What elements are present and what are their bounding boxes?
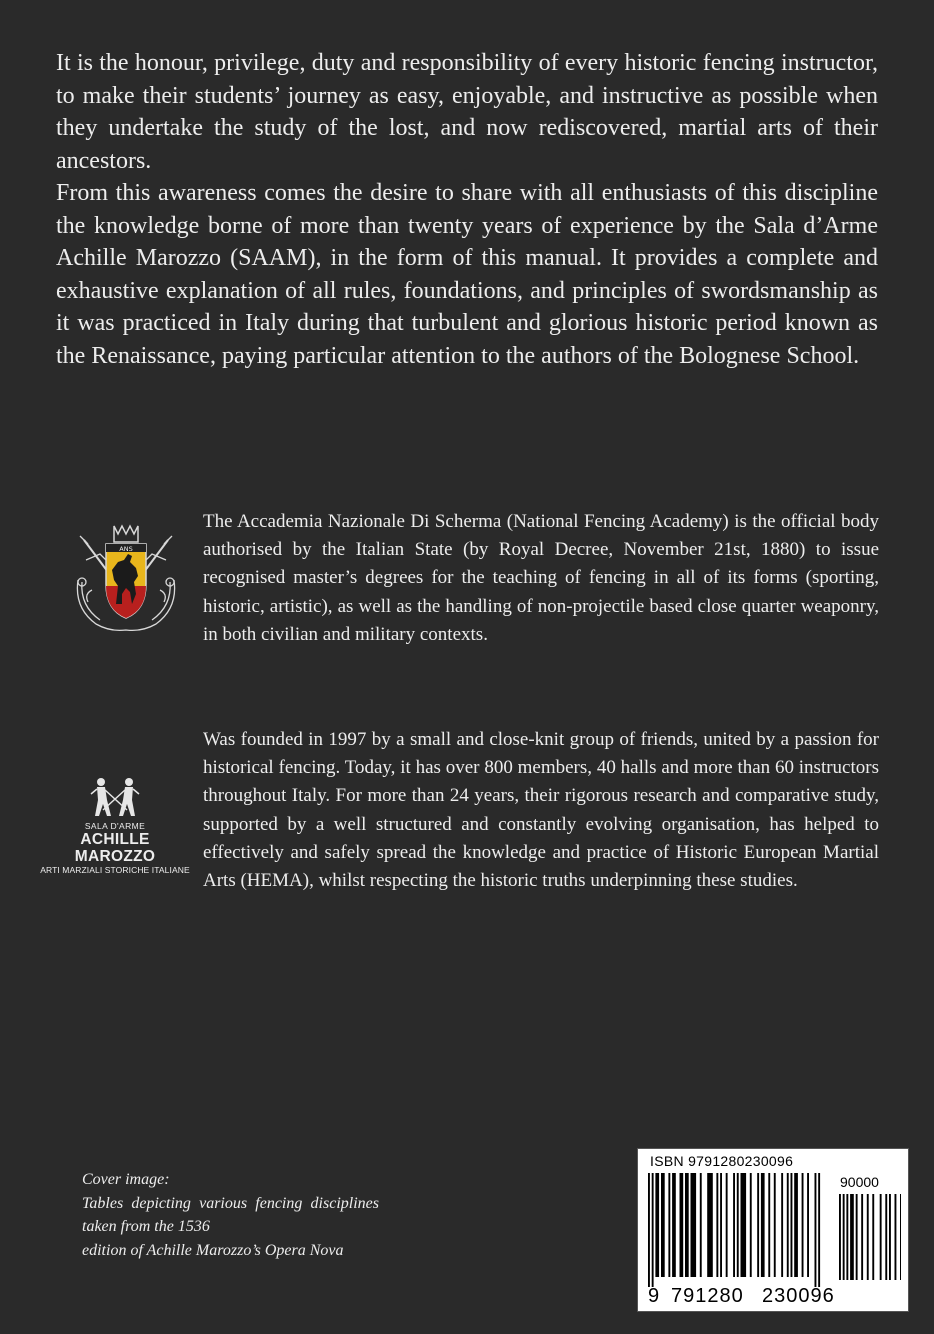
barcode-bar (880, 1194, 882, 1280)
barcode-bar (818, 1173, 820, 1287)
saam-logo-line1: SALA D'ARME (84, 821, 146, 831)
barcode-bar (861, 1194, 863, 1280)
barcode-bar (750, 1173, 752, 1277)
saam-logo-line2: ACHILLE MAROZZO (74, 831, 156, 865)
saam-description: Was founded in 1997 by a small and close-knit group of friends, united by a passion for historical fencing. Today, it has over 800 members, 40 halls and more than 60 instructors throughout Italy. For more than 24 years, their rigorous research and comparative study, supported by a well structured and constantly evolving organisation, has helped to effectively and safely spread the knowledge and practice of Historic European Martial Arts (HEMA), whilst respecting the historic truths underpinning these studies. (203, 729, 879, 892)
barcode-digit-group-2: 230096 (762, 1285, 835, 1307)
barcode-bar (668, 1173, 670, 1277)
barcode-bar (791, 1173, 793, 1277)
barcode-bar (850, 1194, 854, 1280)
academy-description: The Accademia Nazionale Di Scherma (National Fencing Academy) is the official body authorised by the Italian State (by Royal Decree, November 21st, 1880) to issue recognised master’s degrees for the teaching of fencing in all of its forms (sporting, historic, artistic), as well as the handling of non-projectile based close quarter weaponry, in both civilian and military contexts. (203, 511, 879, 645)
barcode-bar (691, 1173, 697, 1277)
barcode-bar (733, 1173, 735, 1277)
caption-line-4: edition of Achille Marozzo’s Opera Nova (82, 1241, 344, 1259)
barcode-bar (856, 1194, 858, 1280)
intro-paragraph-2: From this awareness comes the desire to share with all enthusiasts of this discipline the knowledge borne of more than twenty years of experience by the Sala d’Arme Achille Marozzo (SAAM), in the form of this manual. It provides a complete and exhaustive explanation of all rules, foundations, and principles of swordsmanship as it was practiced in Italy during that turbulent and glorious historic period known as the Renaissance, paying particular attention to the authors of the Bolognese School. (56, 180, 878, 369)
barcode-digit-first: 9 (648, 1285, 661, 1307)
main-barcode-bars (648, 1173, 838, 1289)
barcode-bar (843, 1194, 845, 1280)
barcode-bar (685, 1173, 689, 1277)
saam-logo (40, 776, 190, 876)
intro-text (56, 47, 878, 372)
price-code: 90000 (840, 1174, 879, 1190)
barcode-bar (655, 1173, 659, 1277)
barcode-bar (720, 1173, 722, 1277)
barcode-bar (707, 1173, 713, 1277)
barcode-bar (839, 1194, 841, 1280)
barcode-bar (900, 1194, 901, 1280)
barcode-bar (652, 1173, 654, 1287)
barcode-bar (895, 1194, 897, 1280)
barcode-bar (741, 1173, 747, 1277)
barcode-bar (807, 1173, 809, 1277)
barcode-bar (815, 1173, 817, 1287)
barcode-bar (737, 1173, 739, 1277)
barcode-bar (661, 1173, 665, 1277)
barcode-bar (726, 1173, 728, 1277)
academy-crest-icon (70, 520, 182, 632)
crest-monogram: ANS (119, 545, 133, 553)
fencers-icon (87, 776, 143, 820)
barcode-bar (794, 1173, 798, 1277)
isbn-label: ISBN 9791280230096 (650, 1153, 794, 1169)
barcode-bar (802, 1173, 804, 1277)
cover-caption (82, 1168, 379, 1262)
barcode-bar (761, 1173, 765, 1277)
addon-barcode-bars (839, 1194, 901, 1284)
barcode-bar (757, 1173, 759, 1277)
barcode-bar (768, 1173, 770, 1277)
intro-paragraph-1: It is the honour, privilege, duty and responsibility of every historic fencing instructor, to make their students’ journey as easy, enjoyable, and instructive as possible when they undertake the study of the lost, and now rediscovered, martial arts of their ancestors. (56, 50, 878, 174)
barcode-bar (787, 1173, 789, 1277)
barcode-bar (680, 1173, 684, 1277)
barcode-bar (716, 1173, 718, 1277)
caption-line-3: taken from the 1536 (82, 1218, 210, 1235)
barcode-bar (781, 1173, 783, 1277)
barcode-bar (648, 1173, 650, 1287)
barcode-digit-group-1: 791280 (671, 1285, 744, 1307)
barcode-bar (872, 1194, 874, 1280)
barcode-bar (889, 1194, 891, 1280)
barcode-bar (885, 1194, 887, 1280)
barcode-bar (867, 1194, 869, 1280)
saam-logo-line3: ARTI MARZIALI STORICHE ITALIANE (40, 865, 190, 875)
caption-line-1: Cover image: (82, 1171, 170, 1188)
barcode-bar (846, 1194, 848, 1280)
barcode-bar (672, 1173, 676, 1277)
caption-line-2: Tables depicting various fencing disciplines (82, 1194, 379, 1212)
isbn-barcode (637, 1148, 909, 1312)
barcode-bar (774, 1173, 776, 1277)
barcode-bar (700, 1173, 702, 1277)
